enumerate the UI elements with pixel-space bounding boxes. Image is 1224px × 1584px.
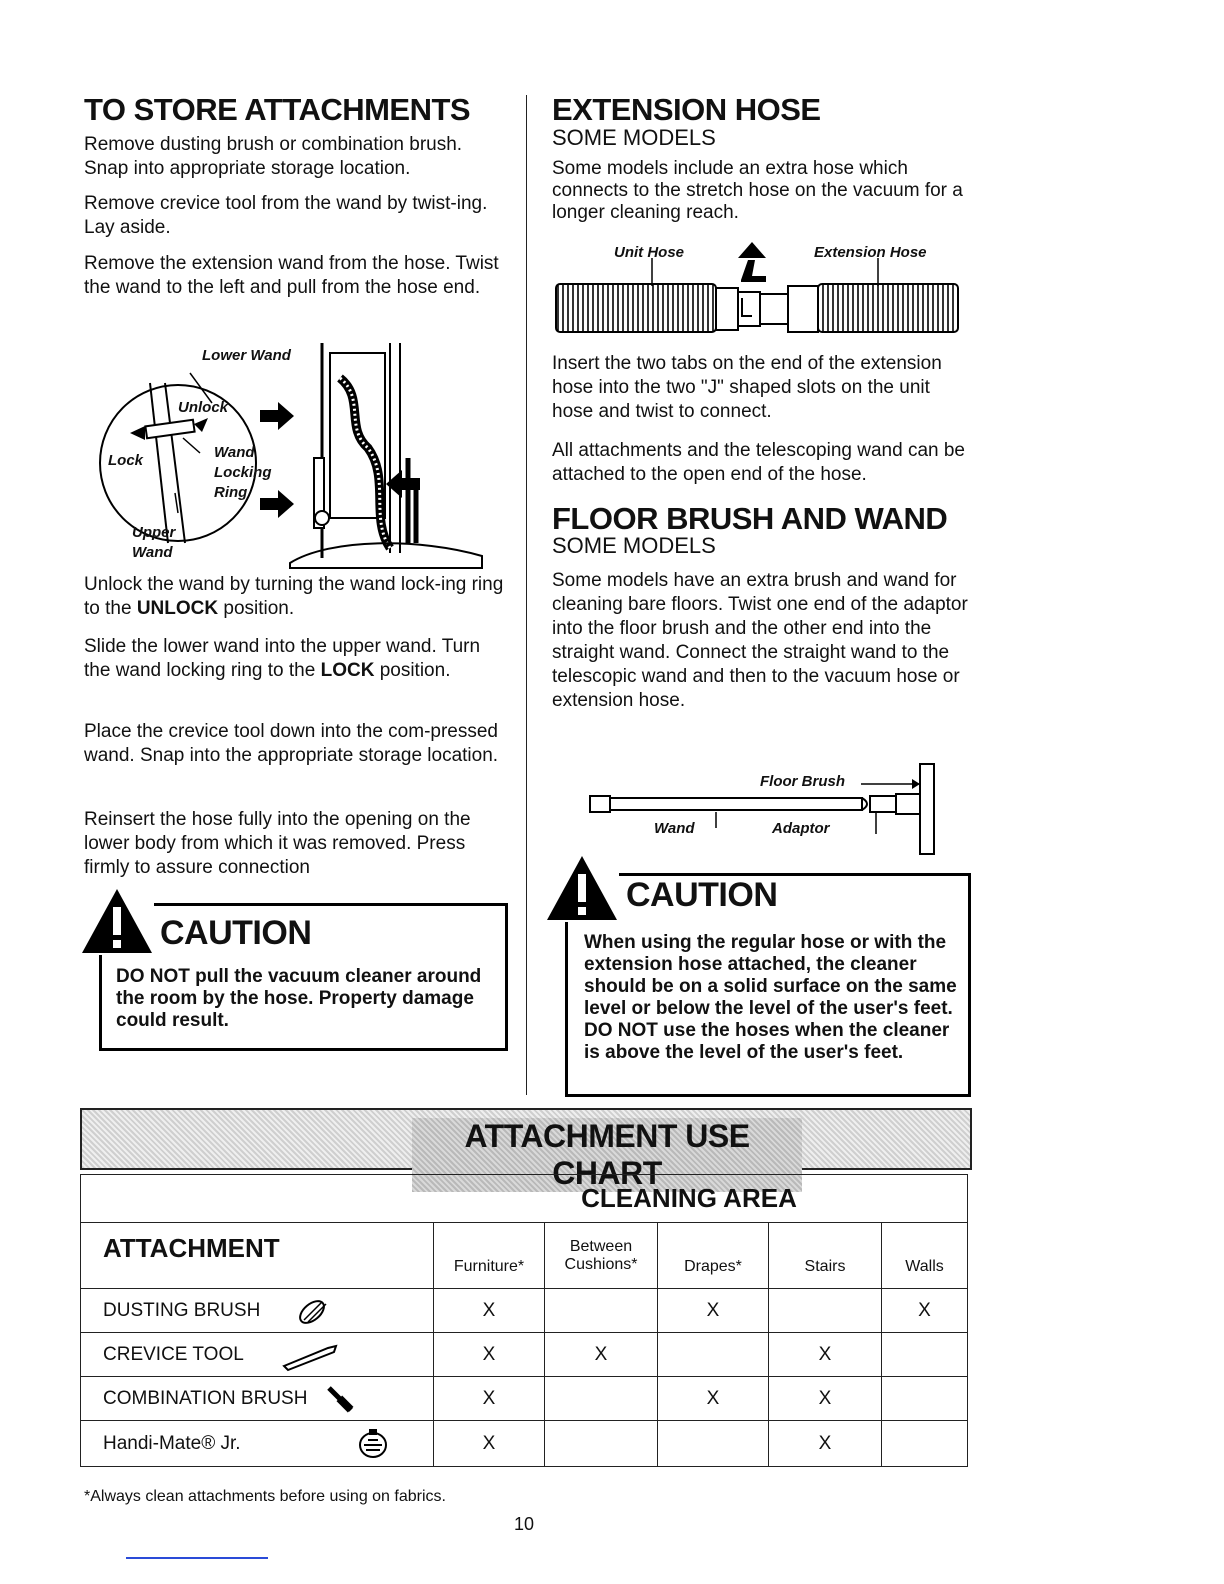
- paragraph: [84, 635, 509, 683]
- chart-banner-title: ATTACHMENT USE CHART: [412, 1118, 802, 1192]
- table-row: [81, 1289, 968, 1333]
- table-cell: [882, 1377, 968, 1421]
- table-cell: X: [434, 1289, 545, 1333]
- footnote: *Always clean attachments before using on fabrics.: [84, 1488, 446, 1505]
- wand-locking-illustration: [90, 338, 490, 570]
- extension-hose-illustration: [552, 240, 962, 340]
- table-cell: [545, 1289, 658, 1333]
- wand-label: Wand: [654, 820, 695, 837]
- paragraph: Insert the two tabs on the end of the extension hose into the two "J" shaped slots on the unit hose and twist to connect.: [552, 353, 942, 422]
- floor-brush-drawing: [586, 756, 946, 856]
- dusting-brush-icon: [292, 1294, 336, 1328]
- unlock-keyword: UNLOCK: [136, 598, 219, 619]
- table-row: [81, 1421, 968, 1467]
- adaptor-label: Adaptor: [772, 820, 830, 837]
- column-divider: [526, 95, 527, 1095]
- upper-wand-label: Upper Wand: [132, 524, 176, 561]
- column-header-between-cushions: [545, 1223, 658, 1289]
- lower-wand-label: Lower Wand: [202, 347, 291, 364]
- lock-keyword: LOCK: [320, 660, 375, 681]
- table-cell: [658, 1421, 769, 1467]
- table-cell: X: [545, 1333, 658, 1377]
- column-header-line: Between: [569, 1237, 633, 1255]
- table-cell: [545, 1377, 658, 1421]
- column-header-drapes: Drapes*: [658, 1223, 769, 1289]
- table-row: [81, 1333, 968, 1377]
- table-cell: X: [658, 1289, 769, 1333]
- table-cell: X: [434, 1377, 545, 1421]
- warning-icon: [80, 885, 154, 955]
- table-cell: X: [658, 1377, 769, 1421]
- attachment-name-cell: [81, 1333, 434, 1377]
- section-heading-extension-hose: EXTENSION HOSE: [552, 92, 821, 127]
- unit-hose-label: Unit Hose: [614, 244, 685, 261]
- table-cell: X: [434, 1333, 545, 1377]
- table-cell: [882, 1333, 968, 1377]
- table-cell: X: [769, 1377, 882, 1421]
- attachment-name: CREVICE TOOL: [103, 1343, 244, 1365]
- extension-hose-label: Extension Hose: [814, 244, 927, 261]
- column-header-line: Cushions*: [564, 1255, 638, 1273]
- paragraph: Remove the extension wand from the hose. Twist the wand to the left and pull from the hose end.: [84, 253, 499, 298]
- section-heading-store-attachments: TO STORE ATTACHMENTS: [84, 92, 471, 127]
- caution-title: CAUTION: [626, 876, 778, 914]
- paragraph-text: position.: [218, 598, 295, 619]
- caution-text: DO NOT pull the vacuum cleaner around the room by the hose. Property damage could result.: [116, 966, 482, 1031]
- table-cell: X: [769, 1333, 882, 1377]
- paragraph-text: Slide the lower wand into the upper wand. Turn the wand locking ring to the: [84, 636, 481, 681]
- table-header-row: [81, 1175, 968, 1223]
- paragraph: Remove crevice tool from the wand by twist-ing. Lay aside.: [84, 193, 488, 238]
- attachment-header: ATTACHMENT: [81, 1223, 434, 1289]
- attachment-name-cell: [81, 1289, 434, 1333]
- caution-box: [565, 873, 971, 1097]
- column-header-furniture: Furniture*: [434, 1223, 545, 1289]
- paragraph-text: Unlock the wand by turning the wand lock-ing ring to the: [84, 574, 504, 619]
- table-cell: X: [434, 1421, 545, 1467]
- table-header-row: [81, 1223, 968, 1289]
- section-heading-floor-brush: FLOOR BRUSH AND WAND: [552, 501, 948, 536]
- paragraph-text: position.: [374, 660, 451, 681]
- attachment-name-cell: [81, 1421, 434, 1467]
- paragraph: All attachments and the telescoping wand can be attached to the open end of the hose.: [552, 440, 965, 485]
- attachment-name: COMBINATION BRUSH: [103, 1387, 308, 1409]
- table-cell: [769, 1289, 882, 1333]
- warning-icon: [545, 852, 619, 922]
- paragraph: Some models include an extra hose which connects to the stretch hose on the vacuum for a longer cleaning reach.: [552, 158, 963, 223]
- handi-mate-icon: [356, 1427, 390, 1461]
- floor-brush-label: Floor Brush: [760, 773, 845, 790]
- table-cell: X: [882, 1289, 968, 1333]
- attachment-name-cell: [81, 1377, 434, 1421]
- combination-brush-icon: [323, 1382, 357, 1416]
- table-cell: X: [769, 1421, 882, 1467]
- paragraph: Place the crevice tool down into the com-pressed wand. Snap into the appropriate storage location.: [84, 721, 499, 766]
- caution-text: When using the regular hose or with the extension hose attached, the cleaner should be on a solid surface on the same level or below the level of the user's feet. DO NOT use the hoses when the cleaner is above the level of the user's feet.: [584, 932, 957, 1063]
- attachment-use-table: [80, 1174, 968, 1467]
- floor-brush-illustration: [586, 756, 946, 856]
- table-cell: [545, 1421, 658, 1467]
- paragraph: Some models have an extra brush and wand for cleaning bare floors. Twist one end of the adaptor into the floor brush and the other end into the straight wand. Connect the straight wand to the telescopic wand and then to the vacuum hose or extension hose.: [552, 570, 968, 711]
- chart-banner: [80, 1108, 972, 1191]
- unlock-label: Unlock: [178, 399, 229, 416]
- paragraph: Remove dusting brush or combination brush. Snap into appropriate storage location.: [84, 134, 463, 179]
- cleaning-area-header: CLEANING AREA: [81, 1175, 968, 1223]
- table-row: [81, 1377, 968, 1421]
- crevice-tool-icon: [278, 1338, 348, 1372]
- wand-locking-ring-label: Wand Locking Ring: [214, 444, 272, 501]
- page-number: 10: [514, 1514, 535, 1534]
- paragraph: Reinsert the hose fully into the opening on the lower body from which it was removed. Press firmly to assure connection: [84, 809, 471, 878]
- paragraph: [84, 573, 509, 621]
- caution-title: CAUTION: [160, 914, 312, 952]
- column-header-walls: Walls: [882, 1223, 968, 1289]
- table-cell: [882, 1421, 968, 1467]
- section-subheading: SOME MODELS: [552, 125, 716, 150]
- table-cell: [658, 1333, 769, 1377]
- caution-box: [99, 903, 508, 1051]
- lock-label: Lock: [108, 452, 144, 469]
- divider: [126, 1557, 268, 1559]
- column-header-stairs: Stairs: [769, 1223, 882, 1289]
- attachment-name: DUSTING BRUSH: [103, 1299, 261, 1321]
- attachment-name: Handi-Mate® Jr.: [103, 1432, 241, 1454]
- section-subheading: SOME MODELS: [552, 533, 716, 558]
